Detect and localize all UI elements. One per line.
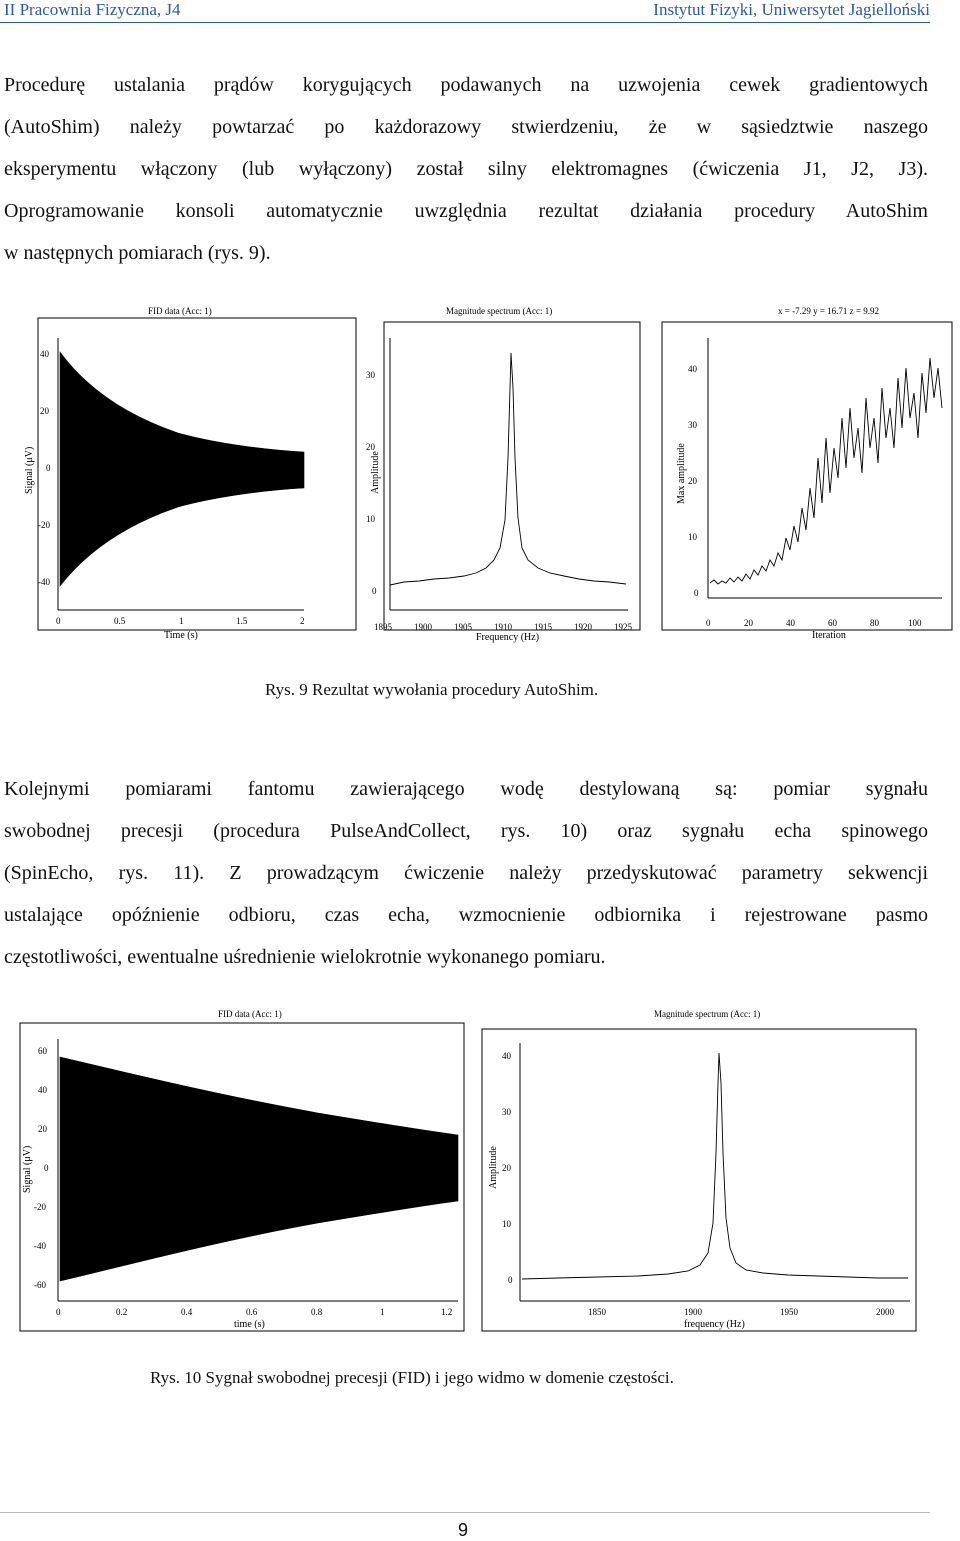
paragraph-1-line: w następnych pomiarach (rys. 9). — [4, 242, 271, 264]
fig9-iteration-xtick: 20 — [744, 618, 753, 628]
fig9-spectrum-xtick: 1910 — [494, 622, 512, 632]
fig9-fid-ytick: -20 — [38, 520, 50, 530]
fig9-iteration-frame — [662, 322, 952, 630]
paragraph-2-line: ustalające opóźnienie odbioru, czas echa, wzmocnienie odbiornika i rejestrowane pasmo — [4, 904, 928, 926]
fig9-spectrum-title: Magnitude spectrum (Acc: 1) — [446, 306, 553, 316]
fig10-fid-xtick: 0 — [56, 1307, 61, 1317]
paragraph-2 — [4, 768, 928, 978]
paragraph-1 — [4, 64, 928, 274]
fig9-spectrum-ytick: 30 — [366, 370, 375, 380]
fig9-fid-xtick: 1.5 — [236, 616, 248, 626]
page-number: 9 — [458, 1520, 469, 1540]
fig9-spectrum-xtick: 1925 — [614, 622, 632, 632]
fig10-fid-ytick: -60 — [34, 1280, 46, 1290]
fig9-iteration-ytick: 20 — [688, 476, 697, 486]
fig10-fid-ytick: 60 — [38, 1046, 47, 1056]
fig9-fid-title: FID data (Acc: 1) — [148, 306, 212, 316]
fig9-spectrum-xtick: 1905 — [454, 622, 472, 632]
fig9-iteration-ytick: 10 — [688, 532, 697, 542]
fig10-fid-xlabel: time (s) — [234, 1319, 265, 1330]
fig10-fid-plot — [18, 1003, 466, 1333]
footer-rule — [0, 1512, 930, 1513]
paragraph-1-line: eksperymentu włączony (lub wyłączony) został silny elektromagnes (ćwiczenia J1, J2, J3). — [4, 158, 928, 180]
paragraph-1-line: Procedurę ustalania prądów korygujących podawanych na uzwojenia cewek gradientowych — [4, 74, 928, 96]
fig9-iteration-ytick: 30 — [688, 420, 697, 430]
fig10-spectrum-ytick: 40 — [502, 1051, 511, 1061]
fig9-spectrum-ytick: 20 — [366, 442, 375, 452]
fig9-iteration-xtick: 80 — [870, 618, 879, 628]
fig9-fid-ytick: 40 — [40, 349, 49, 359]
fig10-spectrum-frame — [482, 1029, 916, 1331]
fig9-iteration-xtick: 40 — [786, 618, 795, 628]
fig10-fid-ytick: 20 — [38, 1124, 47, 1134]
fig10-fid-xtick: 0.4 — [181, 1307, 193, 1317]
fig10-spectrum-title: Magnitude spectrum (Acc: 1) — [654, 1009, 761, 1019]
fig9-iteration-xlabel: Iteration — [812, 630, 846, 641]
fig9-spectrum-xtick: 1920 — [574, 622, 592, 632]
page-header — [0, 0, 960, 22]
fig10-spectrum-ytick: 30 — [502, 1107, 511, 1117]
fig9-iteration-title: x = -7.29 y = 16.71 z = 9.92 — [778, 306, 879, 316]
fig9-iteration-ylabel: Max amplitude — [676, 443, 687, 504]
fig10-fid-xtick: 1 — [380, 1307, 385, 1317]
fig10-spectrum-xlabel: frequency (Hz) — [684, 1319, 745, 1330]
fig10-spectrum-ylabel: Amplitude — [488, 1146, 499, 1189]
fig9-spectrum-xtick: 1895 — [374, 622, 392, 632]
fig9-iteration-xtick: 100 — [908, 618, 922, 628]
fig9-fid-ylabel: Signal (μV) — [24, 446, 35, 494]
fig10-fid-xtick: 0.8 — [311, 1307, 323, 1317]
fig9-spectrum-trace — [390, 353, 626, 585]
paragraph-1-line: (AutoShim) należy powtarzać po każdorazowy stwierdzeniu, że w sąsiedztwie naszego — [4, 116, 928, 138]
fig10-fid-xtick: 1.2 — [441, 1307, 453, 1317]
fig10-fid-ytick: -20 — [34, 1202, 46, 1212]
fig10-spectrum-xtick: 2000 — [876, 1307, 894, 1317]
fig10-spectrum-plot — [478, 1003, 918, 1333]
fig9-iteration-ytick: 0 — [694, 588, 699, 598]
fig9-fid-envelope — [60, 352, 304, 586]
fig10-fid-xtick: 0.2 — [116, 1307, 128, 1317]
fig9-fid-xlabel: Time (s) — [164, 630, 198, 641]
fig9-iteration-plot — [648, 298, 954, 648]
fig10-spectrum-ytick: 0 — [508, 1275, 513, 1285]
header-rule — [0, 22, 930, 23]
fig10-spectrum-yticks — [502, 1051, 513, 1285]
fig9-fid-plot — [18, 298, 358, 648]
fig9-fid-ytick: -40 — [38, 577, 50, 587]
fig9-iteration-xtick: 60 — [828, 618, 837, 628]
fig9-caption: Rys. 9 Rezultat wywołania procedury AutoShim. — [265, 680, 599, 699]
fig9-spectrum-plot — [364, 298, 642, 648]
fig10-spectrum-xtick: 1850 — [588, 1307, 606, 1317]
fig9-fid-yticks — [38, 349, 51, 587]
fig9-iteration-yticks — [688, 364, 699, 598]
fig10-fid-ytick: 0 — [44, 1163, 49, 1173]
fig9-spectrum-ylabel: Amplitude — [370, 451, 381, 494]
fig10-fid-ylabel: Signal (μV) — [22, 1145, 33, 1193]
fig9-fid-xticks — [56, 616, 305, 626]
fig10-spectrum-xtick: 1950 — [780, 1307, 798, 1317]
paragraph-2-line: częstotliwości, ewentualne uśrednienie wielokrotnie wykonanego pomiaru. — [4, 946, 606, 968]
header-left: II Pracownia Fizyczna, J4 — [4, 0, 181, 19]
fig9-fid-xtick: 0 — [56, 616, 61, 626]
fig9-fid-ytick: 20 — [40, 406, 49, 416]
fig10-fid-xtick: 0.6 — [246, 1307, 258, 1317]
fig10-spectrum-ytick: 20 — [502, 1163, 511, 1173]
fig9-spectrum-xlabel: Frequency (Hz) — [476, 632, 540, 643]
fig9-iteration-ytick: 40 — [688, 364, 697, 374]
paragraph-2-line: (SpinEcho, rys. 11). Z prowadzącym ćwiczenie należy przedyskutować parametry sekwencji — [4, 862, 928, 884]
fig10-fid-xticks — [56, 1307, 452, 1317]
fig10-fid-ytick: -40 — [34, 1241, 46, 1251]
fig9-iteration-xticks — [706, 618, 922, 628]
fig9-fid-xtick: 2 — [300, 616, 305, 626]
fig9-fid-xtick: 0.5 — [114, 616, 126, 626]
fig10-fid-ytick: 40 — [38, 1085, 47, 1095]
fig10-fid-envelope — [60, 1057, 458, 1281]
paragraph-2-line: Kolejnymi pomiarami fantomu zawierającego wodę destylowaną są: pomiar sygnału — [4, 778, 928, 800]
fig10-spectrum-ytick: 10 — [502, 1219, 511, 1229]
fig10-fid-yticks — [34, 1046, 49, 1290]
fig9-fid-xtick: 1 — [179, 616, 184, 626]
fig9-spectrum-ytick: 0 — [372, 586, 377, 596]
fig10-spectrum-trace — [522, 1053, 908, 1279]
paragraph-1-line: Oprogramowanie konsoli automatycznie uwzględnia rezultat działania procedury AutoShim — [4, 200, 928, 222]
fig9-iteration-trace — [710, 358, 942, 584]
fig9-spectrum-xtick: 1900 — [414, 622, 432, 632]
fig9-fid-ytick: 0 — [46, 463, 51, 473]
fig9-spectrum-ytick: 10 — [366, 514, 375, 524]
fig10-caption: Rys. 10 Sygnał swobodnej precesji (FID) i jego widmo w domenie częstości. — [150, 1368, 674, 1387]
fig9-iteration-xtick: 0 — [706, 618, 711, 628]
header-right: Instytut Fizyki, Uniwersytet Jagielloński — [653, 0, 930, 19]
fig10-fid-title: FID data (Acc: 1) — [218, 1009, 282, 1019]
paragraph-2-line: swobodnej precesji (procedura PulseAndCollect, rys. 10) oraz sygnału echa spinowego — [4, 820, 928, 842]
fig10-spectrum-xticks — [588, 1307, 895, 1317]
fig9-spectrum-xtick: 1915 — [534, 622, 552, 632]
fig10-spectrum-xtick: 1900 — [684, 1307, 702, 1317]
